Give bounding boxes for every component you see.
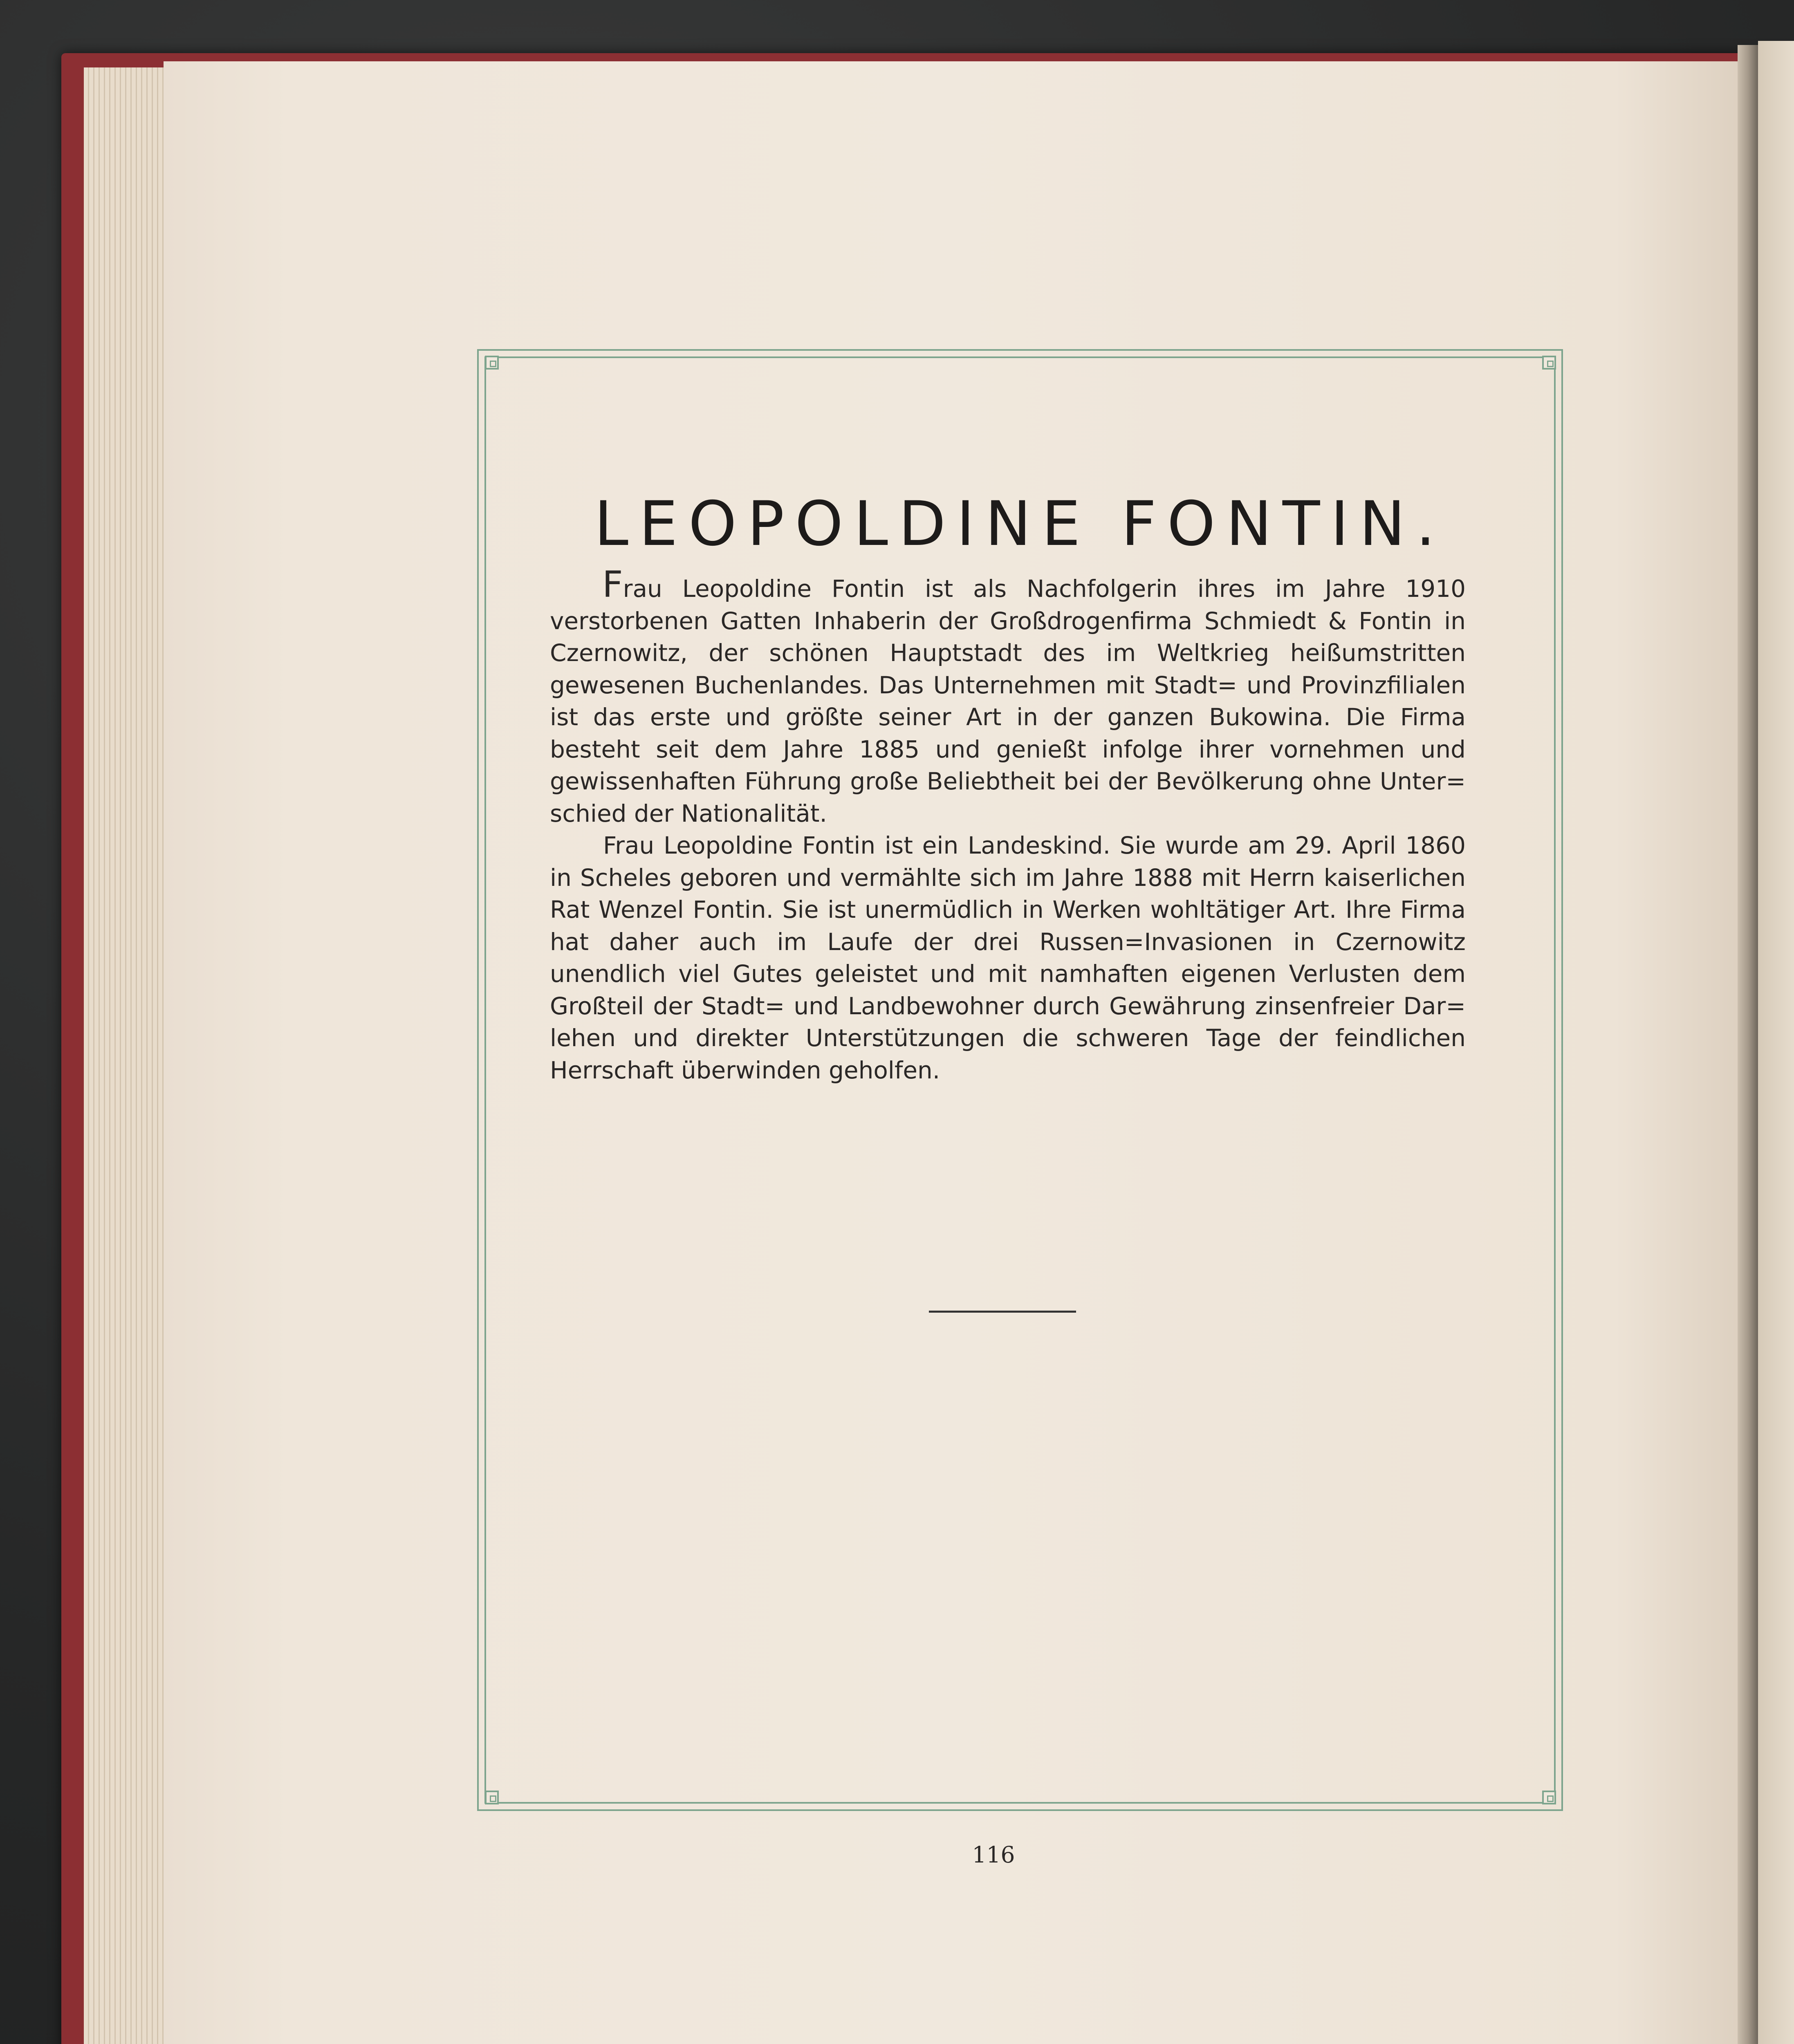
frame-corner-ornament bbox=[485, 356, 499, 370]
book-gutter bbox=[1738, 45, 1758, 2044]
paragraph-2: Frau Leopoldine Fontin ist ein Landeskind. Sie wurde am 29. April 1860 in Scheles geboren und vermählte sich im Jahre 1888 mit Herrn kaiserlichen Rat Wenzel Fontin. Sie ist unermüdlich in Werken wohltätiger Art. Ihre Firma hat daher auch im Laufe der drei Russen=Invasionen in Czernowitz unendlich viel Gutes geleistet und mit namhaften eigenen Verlusten dem Großteil der Stadt= und Landbewohner durch Gewährung zinsenfreier Dar= lehen und direkter Unterstützungen die schweren Tage der feindlichen Herrschaft überwinden geholfen. bbox=[550, 831, 1466, 1084]
frame-corner-ornament bbox=[1542, 1791, 1556, 1804]
section-divider-rule bbox=[929, 1311, 1076, 1313]
frame-corner-ornament bbox=[485, 1791, 499, 1804]
frame-corner-ornament bbox=[1542, 356, 1556, 370]
paragraph-1-text: rau Leopoldine Fontin ist als Nachfolgerin ihres im Jahre 1910 verstorbenen Gatten Inhaberin der Großdrogenfirma Schmiedt & Fontin in Czernowitz, der schönen Hauptstadt des im Weltkrieg heißumstritten gewesenen Buchenlandes. Das Unternehmen mit Stadt= und Provinzfilialen ist das erste und größte seiner Art in der ganzen Bukowina. Die Firma besteht seit dem Jahre 1885 und genießt infolge ihrer vornehmen und gewissenhaften Führung große Beliebtheit bei der Bevölkerung ohne Unter= schied der Nationalität. bbox=[550, 575, 1466, 827]
page-title: LEOPOLDINE FONTIN. bbox=[594, 489, 1446, 560]
page-number: 116 bbox=[972, 1842, 1015, 1868]
next-page-edge bbox=[1758, 41, 1794, 2044]
drop-cap: F bbox=[602, 563, 623, 605]
body-text bbox=[550, 563, 1466, 1086]
paragraph-1 bbox=[550, 563, 1466, 829]
